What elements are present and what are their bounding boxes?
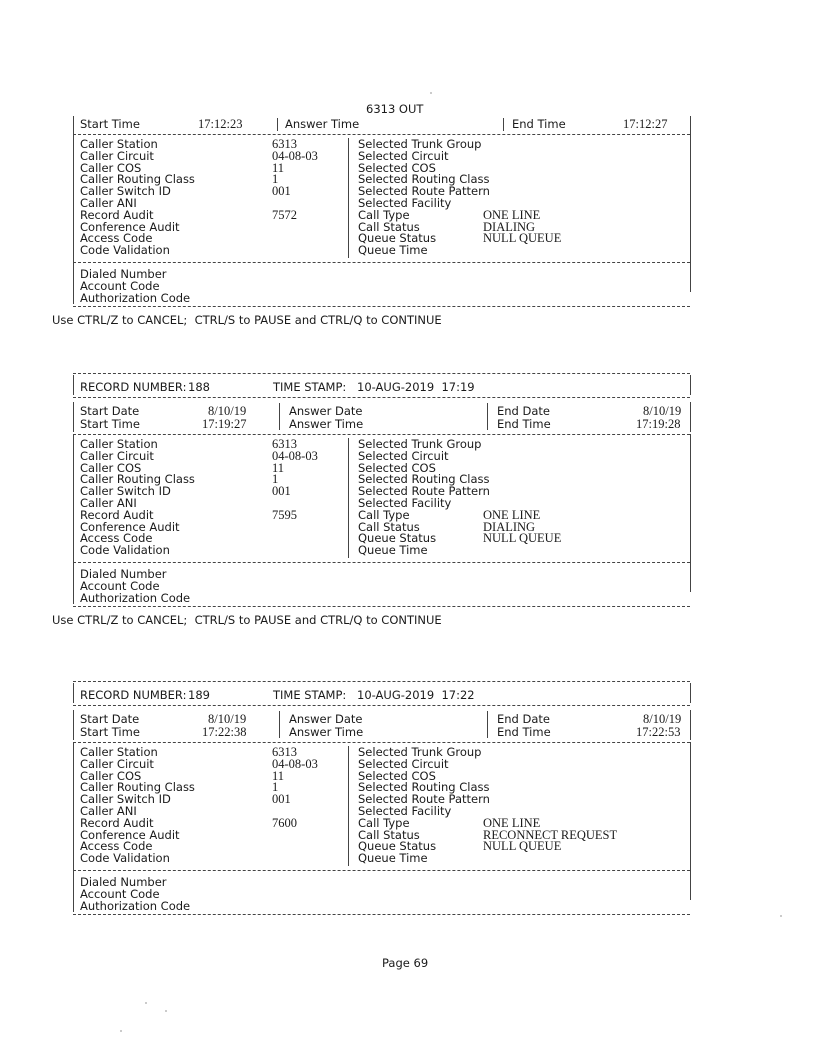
instruction-line: Use CTRL/Z to CANCEL; CTRL/S to PAUSE and CTRL/Q to CONTINUE bbox=[52, 313, 442, 327]
dialing-field-label: Dialed Number bbox=[80, 267, 167, 281]
selected-field-label: Selected Trunk Group bbox=[358, 437, 482, 451]
record-section-rule bbox=[73, 262, 690, 263]
answer-time-label: Answer Time bbox=[289, 417, 364, 431]
selected-field-label: Selected Circuit bbox=[358, 448, 449, 463]
record-left-border bbox=[73, 116, 74, 134]
caller-field-label: Code Validation bbox=[80, 243, 170, 258]
end-time-label: End Time bbox=[497, 725, 551, 739]
start-date-value: 8/10/19 bbox=[208, 404, 247, 418]
selected-field-label: Selected Route Pattern bbox=[358, 484, 490, 499]
selected-field-label: Selected Facility bbox=[358, 804, 452, 818]
selected-field-label: Selected Circuit bbox=[358, 756, 449, 771]
selected-field-label: Call Status bbox=[358, 827, 420, 842]
selected-field-label: Queue Status bbox=[358, 231, 437, 246]
record-section-rule bbox=[73, 870, 690, 871]
record-left-border bbox=[73, 710, 74, 740]
column-divider bbox=[348, 746, 349, 866]
caller-field-label: Caller COS bbox=[80, 768, 142, 783]
selected-field-label: Selected Facility bbox=[358, 496, 452, 510]
selected-field-label: Selected Routing Class bbox=[358, 472, 490, 487]
times-divider-b bbox=[487, 403, 488, 430]
scan-speck bbox=[430, 92, 432, 94]
dialing-field-label: Account Code bbox=[80, 579, 160, 593]
record-right-border bbox=[690, 375, 691, 395]
caller-field-label: Caller COS bbox=[80, 460, 142, 475]
caller-field-label: Conference Audit bbox=[80, 519, 180, 534]
caller-field-label: Caller Station bbox=[80, 137, 158, 151]
caller-field-label: Caller ANI bbox=[80, 496, 137, 510]
caller-field-label: Caller ANI bbox=[80, 804, 137, 818]
record-section-rule bbox=[73, 134, 690, 135]
time-stamp-value: 10-AUG-2019 17:19 bbox=[357, 380, 475, 394]
dialing-field-label: Authorization Code bbox=[80, 899, 191, 913]
caller-field-label: Caller Routing Class bbox=[80, 780, 195, 795]
dialing-field-label: Account Code bbox=[80, 887, 160, 901]
selected-field-value: NULL QUEUE bbox=[483, 231, 562, 246]
record-left-border bbox=[73, 262, 74, 304]
time-stamp-value: 10-AUG-2019 17:22 bbox=[357, 688, 475, 702]
selected-field-value: ONE LINE bbox=[483, 507, 541, 522]
caller-field-value: 001 bbox=[272, 184, 291, 199]
end-date-label: End Date bbox=[497, 712, 550, 726]
selected-field-value: DIALING bbox=[483, 519, 536, 534]
caller-field-value: 6313 bbox=[272, 137, 297, 151]
scan-speck bbox=[780, 915, 782, 917]
selected-field-label: Selected Route Pattern bbox=[358, 792, 490, 807]
record-bottom-rule bbox=[73, 606, 690, 607]
start-date-value: 8/10/19 bbox=[208, 712, 247, 726]
selected-field-label: Queue Status bbox=[358, 531, 437, 546]
caller-field-value: 11 bbox=[272, 460, 285, 475]
caller-field-label: Record Audit bbox=[80, 207, 154, 222]
record-number-label: RECORD NUMBER: bbox=[80, 688, 187, 702]
selected-field-label: Call Type bbox=[358, 207, 410, 222]
selected-field-label: Queue Time bbox=[358, 543, 428, 558]
answer-time-label: Answer Time bbox=[289, 725, 364, 739]
selected-field-label: Queue Time bbox=[358, 243, 428, 258]
caller-field-label: Code Validation bbox=[80, 851, 170, 866]
selected-field-label: Queue Time bbox=[358, 851, 428, 866]
selected-field-label: Call Type bbox=[358, 507, 410, 522]
record-number-value: 189 bbox=[188, 688, 210, 702]
end-time-label: End Time bbox=[497, 417, 551, 431]
caller-field-label: Access Code bbox=[80, 839, 153, 854]
caller-field-label: Caller Switch ID bbox=[80, 184, 171, 199]
caller-field-label: Caller Switch ID bbox=[80, 484, 171, 499]
answer-date-label: Answer Date bbox=[289, 712, 363, 726]
selected-field-label: Selected Routing Class bbox=[358, 780, 490, 795]
start-date-label: Start Date bbox=[80, 404, 140, 418]
start-time-label: Start Time bbox=[80, 417, 140, 431]
record-left-border bbox=[73, 134, 74, 264]
record-right-border bbox=[690, 402, 691, 432]
end-time-label: End Time bbox=[512, 117, 566, 131]
page-number: Page 69 bbox=[382, 956, 429, 970]
caller-field-value: 04-08-03 bbox=[272, 448, 318, 463]
record-section-rule bbox=[73, 434, 690, 435]
record-right-border bbox=[690, 710, 691, 740]
record-left-border bbox=[73, 375, 74, 395]
scan-speck bbox=[120, 1030, 122, 1032]
caller-field-value: 6313 bbox=[272, 745, 297, 759]
selected-field-label: Selected COS bbox=[358, 768, 436, 783]
record-section-rule bbox=[73, 562, 690, 563]
record-header-rule bbox=[73, 397, 690, 398]
caller-field-value: 11 bbox=[272, 160, 285, 175]
dialing-field-label: Account Code bbox=[80, 279, 160, 293]
record-section-rule bbox=[73, 742, 690, 743]
caller-field-label: Record Audit bbox=[80, 507, 154, 522]
end-time-value: 17:12:27 bbox=[623, 117, 668, 131]
selected-field-label: Selected Trunk Group bbox=[358, 745, 482, 759]
caller-field-label: Caller Switch ID bbox=[80, 792, 171, 807]
selected-field-label: Selected Facility bbox=[358, 196, 452, 210]
caller-field-label: Conference Audit bbox=[80, 219, 180, 234]
record-top-rule bbox=[73, 681, 690, 682]
caller-field-label: Caller COS bbox=[80, 160, 142, 175]
dialing-field-label: Authorization Code bbox=[80, 291, 191, 305]
record-right-border bbox=[690, 116, 691, 134]
caller-field-label: Caller ANI bbox=[80, 196, 137, 210]
record-left-border bbox=[73, 434, 74, 564]
start-date-label: Start Date bbox=[80, 712, 140, 726]
caller-field-value: 6313 bbox=[272, 437, 297, 451]
start-time-value: 17:19:27 bbox=[202, 417, 247, 431]
time-stamp-label: TIME STAMP: bbox=[273, 688, 347, 702]
record-right-border bbox=[690, 134, 691, 264]
selected-field-value: RECONNECT REQUEST bbox=[483, 827, 618, 842]
caller-field-label: Caller Routing Class bbox=[80, 172, 195, 187]
end-time-value: 17:22:53 bbox=[636, 725, 681, 739]
record-bottom-rule bbox=[73, 914, 690, 915]
end-time-value: 17:19:28 bbox=[636, 417, 681, 431]
selected-field-label: Selected Circuit bbox=[358, 148, 449, 163]
caller-field-label: Code Validation bbox=[80, 543, 170, 558]
start-time-label: Start Time bbox=[80, 117, 140, 131]
record-right-border bbox=[690, 262, 691, 292]
record-number-label: RECORD NUMBER: bbox=[80, 380, 187, 394]
times-divider-a bbox=[277, 118, 278, 131]
selected-field-label: Call Status bbox=[358, 219, 420, 234]
caller-field-value: 1 bbox=[272, 172, 279, 187]
times-divider-a bbox=[279, 711, 280, 738]
caller-field-label: Record Audit bbox=[80, 815, 154, 830]
end-date-label: End Date bbox=[497, 404, 550, 418]
record-right-border bbox=[690, 683, 691, 703]
dialing-field-label: Dialed Number bbox=[80, 567, 167, 581]
caller-field-label: Caller Station bbox=[80, 745, 158, 759]
caller-field-value: 7600 bbox=[272, 815, 297, 830]
record-right-border bbox=[690, 434, 691, 564]
caller-field-label: Caller Circuit bbox=[80, 148, 154, 163]
caller-field-label: Access Code bbox=[80, 531, 153, 546]
times-divider-b bbox=[487, 711, 488, 738]
scan-speck bbox=[145, 1002, 147, 1004]
start-time-value: 17:22:38 bbox=[202, 725, 247, 739]
column-divider bbox=[348, 138, 349, 258]
instruction-line: Use CTRL/Z to CANCEL; CTRL/S to PAUSE and CTRL/Q to CONTINUE bbox=[52, 613, 442, 627]
selected-field-value: ONE LINE bbox=[483, 207, 541, 222]
selected-field-label: Selected COS bbox=[358, 460, 436, 475]
scan-speck bbox=[165, 1010, 167, 1012]
time-stamp-label: TIME STAMP: bbox=[273, 380, 347, 394]
record-left-border bbox=[73, 683, 74, 703]
answer-date-label: Answer Date bbox=[289, 404, 363, 418]
selected-field-label: Call Type bbox=[358, 815, 410, 830]
selected-field-label: Selected COS bbox=[358, 160, 436, 175]
record-right-border bbox=[690, 562, 691, 592]
record-header-rule bbox=[73, 705, 690, 706]
record-number-value: 188 bbox=[188, 380, 210, 394]
caller-field-value: 001 bbox=[272, 484, 291, 499]
selected-field-label: Selected Route Pattern bbox=[358, 184, 490, 199]
record-header-line: 6313 OUT bbox=[366, 102, 424, 116]
record-left-border bbox=[73, 562, 74, 604]
caller-field-value: 001 bbox=[272, 792, 291, 807]
selected-field-value: NULL QUEUE bbox=[483, 839, 562, 854]
caller-field-value: 1 bbox=[272, 472, 279, 487]
end-date-value: 8/10/19 bbox=[643, 404, 682, 418]
selected-field-label: Queue Status bbox=[358, 839, 437, 854]
record-left-border bbox=[73, 742, 74, 872]
selected-field-label: Call Status bbox=[358, 519, 420, 534]
caller-field-label: Caller Routing Class bbox=[80, 472, 195, 487]
caller-field-value: 04-08-03 bbox=[272, 148, 318, 163]
record-top-rule bbox=[73, 373, 690, 374]
column-divider bbox=[348, 438, 349, 558]
caller-field-label: Access Code bbox=[80, 231, 153, 246]
caller-field-value: 1 bbox=[272, 780, 279, 795]
caller-field-label: Conference Audit bbox=[80, 827, 180, 842]
times-divider-b bbox=[503, 118, 504, 131]
selected-field-value: DIALING bbox=[483, 219, 536, 234]
selected-field-value: NULL QUEUE bbox=[483, 531, 562, 546]
record-right-border bbox=[690, 742, 691, 872]
caller-field-value: 7572 bbox=[272, 207, 297, 222]
caller-field-value: 7595 bbox=[272, 507, 297, 522]
selected-field-value: ONE LINE bbox=[483, 815, 541, 830]
caller-field-label: Caller Circuit bbox=[80, 448, 154, 463]
selected-field-label: Selected Routing Class bbox=[358, 172, 490, 187]
record-left-border bbox=[73, 402, 74, 432]
record-bottom-rule bbox=[73, 306, 690, 307]
caller-field-label: Caller Station bbox=[80, 437, 158, 451]
caller-field-value: 11 bbox=[272, 768, 285, 783]
dialing-field-label: Authorization Code bbox=[80, 591, 191, 605]
caller-field-value: 04-08-03 bbox=[272, 756, 318, 771]
caller-field-label: Caller Circuit bbox=[80, 756, 154, 771]
times-divider-a bbox=[279, 403, 280, 430]
selected-field-label: Selected Trunk Group bbox=[358, 137, 482, 151]
dialing-field-label: Dialed Number bbox=[80, 875, 167, 889]
start-time-value: 17:12:23 bbox=[198, 117, 243, 131]
record-right-border bbox=[690, 870, 691, 900]
answer-time-label: Answer Time bbox=[285, 117, 360, 131]
end-date-value: 8/10/19 bbox=[643, 712, 682, 726]
start-time-label: Start Time bbox=[80, 725, 140, 739]
record-left-border bbox=[73, 870, 74, 912]
